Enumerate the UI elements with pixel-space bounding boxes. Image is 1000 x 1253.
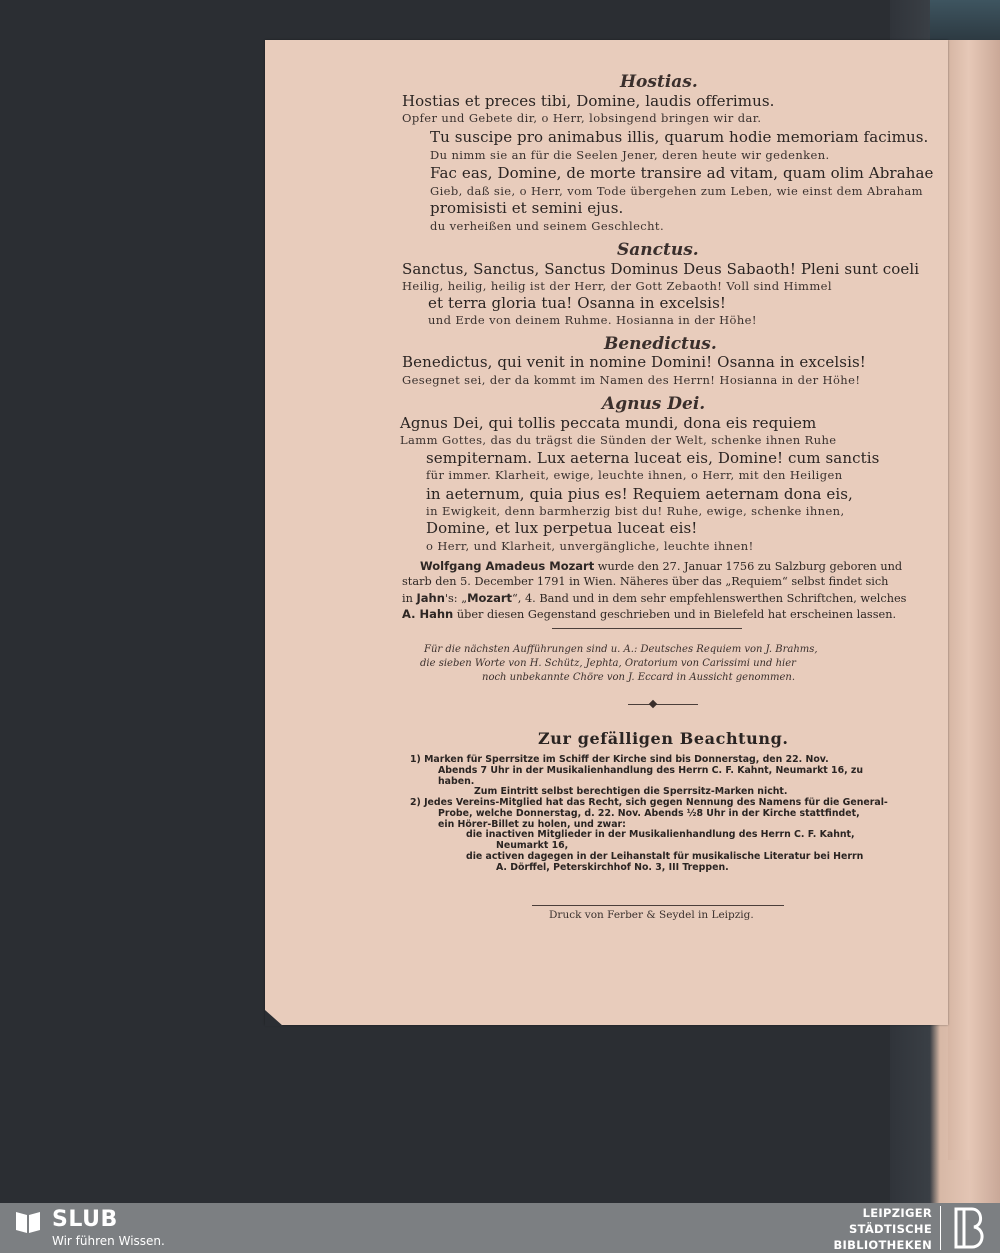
rule-line: 2) Jedes Vereins-Mitglied hat das Recht, sich gegen Nennung des Namens für die General- (410, 797, 888, 808)
german-line: Opfer und Gebete dir, o Herr, lobsingend bringen wir dar. (402, 111, 762, 125)
notice-line-3: noch unbekannte Chöre von J. Eccard in Aussicht genommen. (482, 672, 796, 683)
rule-line: A. Dörffel, Peterskirchhof No. 3, III Treppen. (496, 862, 729, 873)
latin-line: Sanctus, Sanctus, Sanctus Dominus Deus Sabaoth! Pleni sunt coeli (402, 260, 920, 278)
latin-line: Domine, et lux perpetua luceat eis! (426, 519, 698, 537)
latin-line: Agnus Dei, qui tollis peccata mundi, dona eis requiem (400, 414, 817, 432)
rule-line: Probe, welche Donnerstag, d. 22. Nov. Abends ½8 Uhr in der Kirche stattfindet, (438, 808, 860, 819)
german-line: und Erde von deinem Ruhme. Hosianna in der Höhe! (428, 313, 757, 327)
german-line: Lamm Gottes, das du trägst die Sünden der Welt, schenke ihnen Ruhe (400, 433, 837, 447)
mozart-book-title: Mozart (467, 591, 513, 605)
beachtung-title: Zur gefälligen Beachtung. (538, 729, 789, 748)
slub-name: SLUB (52, 1207, 118, 1232)
latin-line: Benedictus, qui venit in nomine Domini! Osanna in excelsis! (402, 353, 866, 371)
bio-line-4: A. Hahn über diesen Gegenstand geschrieben und in Bielefeld hat erscheinen lassen. (402, 607, 897, 621)
notice-line-2: die sieben Worte von H. Schütz, Jephta, Oratorium von Carissimi und hier (420, 658, 796, 669)
german-line: du verheißen und seinem Geschlecht. (430, 219, 664, 233)
german-line: in Ewigkeit, denn barmherzig bist du! Ruhe, ewige, schenke ihnen, (426, 504, 845, 518)
german-line: Gieb, daß sie, o Herr, vom Tode übergehen zum Leben, wie einst dem Abraham (430, 184, 923, 198)
heading-benedictus: Benedictus. (604, 334, 717, 354)
bio-line-2: starb den 5. December 1791 in Wien. Näheres über das „Requiem“ selbst findet sich (402, 575, 889, 588)
footer-divider (940, 1206, 941, 1250)
latin-line: Hostias et preces tibi, Domine, laudis offerimus. (402, 92, 775, 110)
divider-rule (552, 628, 742, 629)
mozart-name: Wolfgang Amadeus Mozart (420, 559, 595, 573)
lsb-line-1: LEIPZIGER (862, 1206, 932, 1220)
jahn-name: Jahn (416, 591, 445, 605)
notice-line-1: Für die nächsten Aufführungen sind u. A.: Deutsches Requiem von J. Brahms, (424, 644, 818, 655)
rule-line: die activen dagegen in der Leihanstalt für musikalische Literatur bei Herrn (466, 851, 864, 862)
lsb-line-3: BIBLIOTHEKEN (833, 1238, 932, 1252)
latin-line: Fac eas, Domine, de morte transire ad vitam, quam olim Abrahae (430, 164, 934, 182)
german-line: Du nimm sie an für die Seelen Jener, deren heute wir gedenken. (430, 148, 830, 162)
latin-line: Tu suscipe pro animabus illis, quarum hodie memoriam facimus. (430, 128, 929, 146)
latin-line: promisisti et semini ejus. (430, 199, 624, 217)
ornament-rule (628, 704, 698, 705)
rule-line: die inactiven Mitglieder in der Musikalienhandlung des Herrn C. F. Kahnt, (466, 829, 855, 840)
latin-line: et terra gloria tua! Osanna in excelsis! (428, 294, 726, 312)
rule-line: Neumarkt 16, (496, 840, 569, 851)
rule-line: 1) Marken für Sperrsitze im Schiff der Kirche sind bis Donnerstag, den 22. Nov. (410, 754, 829, 765)
rule-line: Zum Eintritt selbst berechtigen die Sperrsitz-Marken nicht. (474, 786, 788, 797)
heading-hostias: Hostias. (620, 72, 698, 92)
bio-line-1: Wolfgang Amadeus Mozart wurde den 27. Januar 1756 zu Salzburg geboren und (420, 559, 903, 573)
heading-agnus-dei: Agnus Dei. (602, 394, 706, 414)
hahn-name: A. Hahn (402, 607, 454, 621)
rule-line: ein Hörer-Billet zu holen, und zwar: (438, 819, 626, 830)
next-page-leaf (948, 40, 1000, 1160)
latin-line: sempiternam. Lux aeterna luceat eis, Domine! cum sanctis (426, 449, 880, 467)
slub-tagline: Wir führen Wissen. (52, 1234, 165, 1248)
heading-sanctus: Sanctus. (617, 240, 699, 260)
printer-imprint: Druck von Ferber & Seydel in Leipzig. (549, 909, 754, 921)
lsb-line-2: STÄDTISCHE (848, 1222, 932, 1236)
slub-book-icon (14, 1209, 42, 1235)
printer-rule (532, 905, 784, 906)
scanner-edge (930, 0, 1000, 40)
rule-line: Abends 7 Uhr in der Musikalienhandlung des Herrn C. F. Kahnt, Neumarkt 16, zu (438, 765, 864, 776)
page-torn-corner (265, 1010, 283, 1026)
latin-line: in aeternum, quia pius es! Requiem aeternam dona eis, (426, 485, 853, 503)
german-line: Heilig, heilig, heilig ist der Herr, der Gott Zebaoth! Voll sind Himmel (402, 279, 832, 293)
german-line: für immer. Klarheit, ewige, leuchte ihnen, o Herr, mit den Heiligen (426, 468, 843, 482)
german-line: o Herr, und Klarheit, unvergängliche, leuchte ihnen! (426, 539, 754, 553)
rule-line: haben. (438, 776, 475, 787)
german-line: Gesegnet sei, der da kommt im Namen des Herrn! Hosianna in der Höhe! (402, 373, 861, 387)
lsb-logo-icon (948, 1205, 992, 1251)
bio-line-3: in Jahn's: „Mozart“, 4. Band und in dem sehr empfehlenswerthen Schriftchen, welches (402, 591, 907, 605)
